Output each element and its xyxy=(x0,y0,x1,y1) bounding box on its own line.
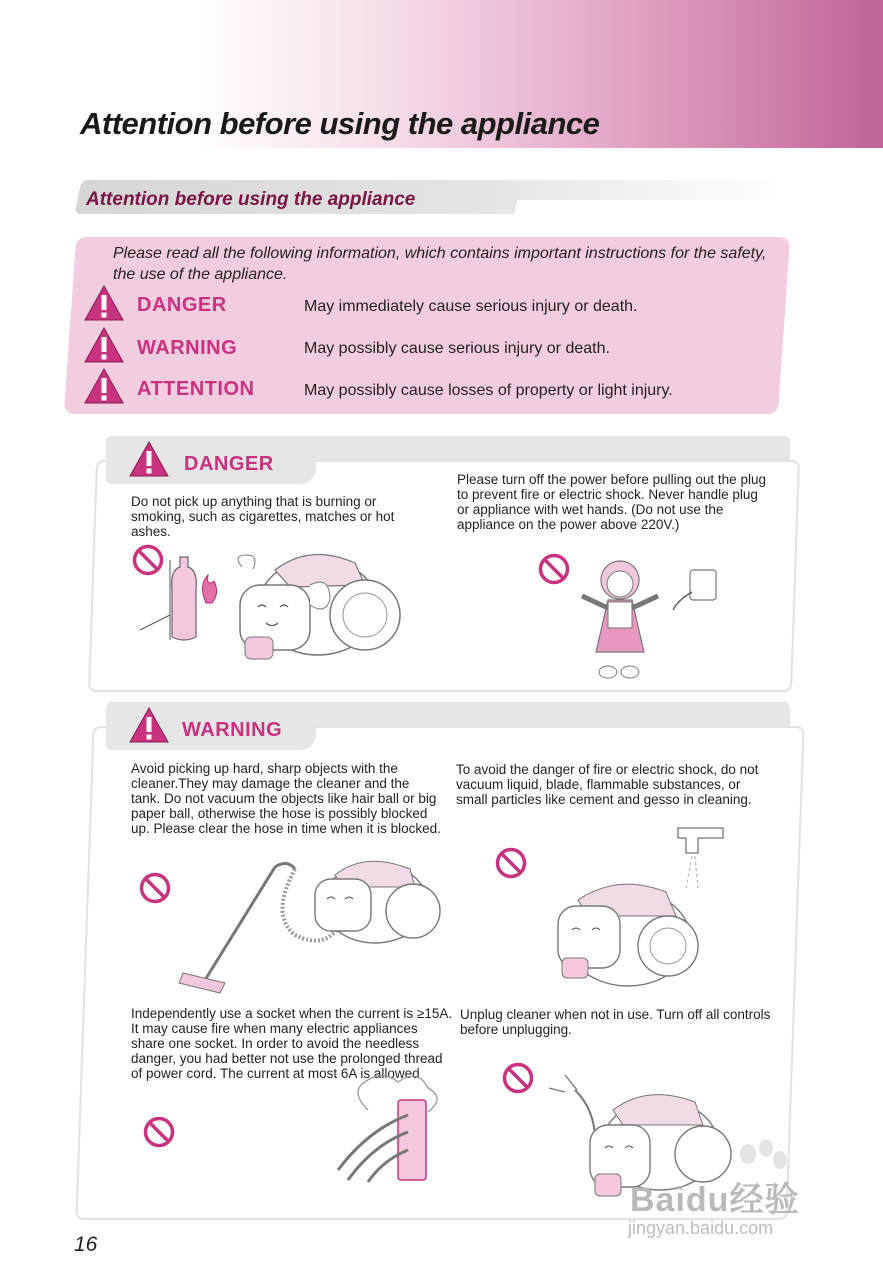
level-label-attention: ATTENTION xyxy=(137,378,255,400)
warning-triangle-icon xyxy=(129,441,169,477)
overloaded-socket-smoke-illustration xyxy=(328,1070,468,1182)
warning-triangle-icon xyxy=(84,327,124,363)
section-title: Attention before using the appliance xyxy=(86,189,416,210)
vacuum-cleaner-burning-illustration xyxy=(140,545,410,670)
warning-item-4-text: Unplug cleaner when not in use. Turn off all controls before unplugging. xyxy=(460,1007,771,1037)
danger-item-1-text: Do not pick up anything that is burning or smoking, such as cigarettes, matches or hot ashes. xyxy=(131,494,395,539)
level-label-danger: DANGER xyxy=(137,294,227,316)
level-label-warning: WARNING xyxy=(137,337,238,359)
watermark-brand: Baidu经验 xyxy=(630,1181,800,1219)
danger-item-2-text: Please turn off the power before pulling out the plug to prevent fire or electric shock. Never handle plug or appliance with wet hands. (Do not use the appliance on the power above 220V.) xyxy=(457,472,766,532)
prohibited-icon xyxy=(502,1062,534,1094)
girl-unplugging-illustration xyxy=(578,560,728,685)
watermark-url: jingyan.baidu.com xyxy=(628,1218,774,1238)
level-desc-danger: May immediately cause serious injury or death. xyxy=(304,298,638,315)
prohibited-icon xyxy=(139,872,171,904)
prohibited-icon xyxy=(495,847,527,879)
info-intro-text: Please read all the following information, which contains important instructions for the safety, the use of the appliance. xyxy=(113,245,767,283)
warning-triangle-icon xyxy=(129,707,169,743)
page-number: 16 xyxy=(74,1233,98,1256)
warning-item-3-text: Independently use a socket when the current is ≥15A. It may cause fire when many electric appliances share one socket. In order to avoid the needless danger, you had better not use the prolonged thread of power cord. The current at most 6A is allowed xyxy=(131,1006,453,1081)
level-desc-warning: May possibly cause serious injury or death. xyxy=(304,340,610,357)
warning-item-1-text: Avoid picking up hard, sharp objects with the cleaner.They may damage the cleaner and the tank. Do not vacuum the objects like hair ball or big paper ball, otherwise the hose is possibly blocked up. Please clear the hose in time when it is blocked. xyxy=(131,761,441,836)
level-desc-attention: May possibly cause losses of property or light injury. xyxy=(304,382,673,399)
warning-triangle-icon xyxy=(84,285,124,321)
warning-triangle-icon xyxy=(84,368,124,404)
section-header-fade xyxy=(500,180,790,200)
page-title: Attention before using the appliance xyxy=(80,106,600,141)
prohibited-icon xyxy=(538,553,570,585)
vacuum-water-tap-illustration xyxy=(548,818,748,993)
danger-panel-label: DANGER xyxy=(184,453,274,475)
prohibited-icon xyxy=(143,1116,175,1148)
vacuum-hose-illustration xyxy=(175,855,445,1005)
warning-item-2-text: To avoid the danger of fire or electric shock, do not vacuum liquid, blade, flammable substances, or small particles like cement and gesso in cleaning. xyxy=(456,762,759,807)
warning-panel-label: WARNING xyxy=(182,719,283,741)
